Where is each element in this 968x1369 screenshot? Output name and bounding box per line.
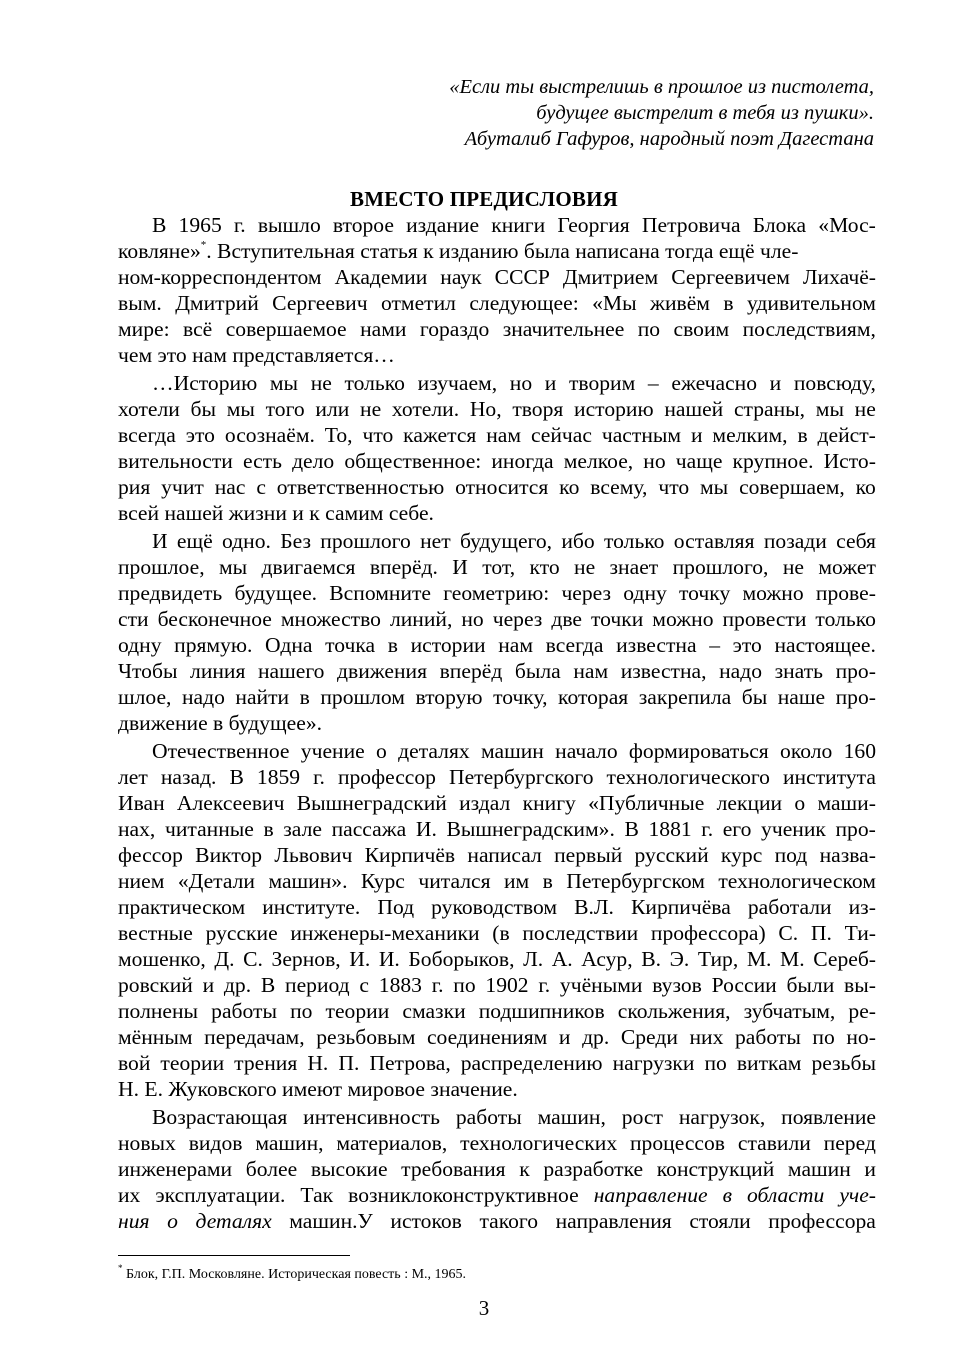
text-line: новых видов машин, материалов, технологических процессов ставили перед [118, 1131, 876, 1155]
text-line: чем это нам представляется… [118, 343, 395, 367]
text-line: фессор Виктор Львович Кирпичёв написал первый русский курс под назва- [118, 843, 876, 867]
epigraph-line: «Если ты выстрелишь в прошлое из пистолета, [449, 76, 874, 98]
text-line: предвидеть будущее. Вспомните геометрию: через одну точку можно прове- [118, 581, 876, 605]
text-line: прошлое, мы двигаемся вперёд. И тот, кто не знает прошлого, не может [118, 555, 876, 579]
text-line: мире: всё совершаемое нами гораздо значительнее по своим последствиям, [118, 317, 876, 341]
text-line: вестные русские инженеры-механики (в последствии профессора) С. П. Ти- [118, 921, 876, 945]
text-line: нах, читанные в зале пассажа И. Вышнеградским». В 1881 г. его ученик про- [118, 817, 876, 841]
text-line: всей нашей жизни и к самим себе. [118, 501, 434, 525]
text-line: вым. Дмитрий Сергеевич отметил следующее: «Мы живём в удивительном [118, 291, 876, 315]
epigraph-line: будущее выстрелит в тебя из пушки». [536, 102, 874, 124]
text-line: движение в будущее». [118, 711, 323, 735]
text-line: практическом институте. Под руководством В.Л. Кирпичёва работали из- [118, 895, 876, 919]
section-title: ВМЕСТО ПРЕДИСЛОВИЯ [350, 187, 618, 211]
footnote [118, 1263, 467, 1284]
main-text [118, 212, 876, 1234]
footnote-marker: * [200, 238, 207, 251]
text-line: мённым передачам, резьбовым соединениям и др. Среди них работы по но- [118, 1025, 876, 1049]
text-line: мошенко, Д. С. Зернов, И. И. Боборыков, Л. А. Асур, В. Э. Тир, М. М. Сереб- [118, 947, 876, 971]
text-line: всегда это осознаём. То, что кажется нам сейчас частным и мелким, в дейст- [118, 423, 876, 447]
text-line: хотели бы мы того или не хотели. Но, творя историю нашей страны, мы не [118, 397, 876, 421]
text-line: рия учит нас с ответственностью относится ко всему, что мы совершаем, ко [118, 475, 876, 499]
text-line: И ещё одно. Без прошлого нет будущего, ибо только оставляя позади себя [152, 529, 876, 553]
epigraph-author: Абуталиб Гафуров, народный поэт Дагестана [464, 128, 874, 150]
footnote-text: Блок, Г.П. Московляне. Историческая повесть : М., 1965. [126, 1267, 467, 1282]
text-line: ном-корреспондентом Академии наук СССР Дмитрием Сергеевичем Лихачё- [118, 265, 876, 289]
text-line: Отечественное учение о деталях машин начало формироваться около 160 [152, 739, 876, 763]
text-line: шлое, надо найти в прошлом вторую точку, которая закрепила бы наше про- [118, 685, 876, 709]
text-line: вительности есть дело общественное: иногда мелкое, но чаще крупное. Исто- [118, 449, 876, 473]
text-line: вой теории трения Н. П. Петрова, распределению нагрузки по виткам резьбы [118, 1051, 876, 1075]
text-line: ровский и др. В период с 1883 г. по 1902 г. учёными вузов России были вы- [118, 973, 876, 997]
epigraph [274, 74, 874, 152]
text-line: Н. Е. Жуковского имеют мировое значение. [118, 1077, 518, 1101]
text-line: инженерами более высокие требования к разработке конструкций машин и [118, 1157, 876, 1181]
text-line: ния о деталях машин.У истоков такого направления стояли профессора [118, 1209, 876, 1233]
text-line: В 1965 г. вышло второе издание книги Георгия Петровича Блока «Мос- [152, 213, 876, 237]
text-line: нием «Детали машин». Курс читался им в Петербургском технологическом [118, 869, 876, 893]
text-line: Чтобы линия нашего движения вперёд была нам известна, надо знать про- [118, 659, 876, 683]
text-line: их эксплуатации. Так возниклоконструктивное направление в области уче- [118, 1183, 876, 1207]
text-line: одну прямую. Одна точка в истории нам всегда известна – это настоящее. [118, 633, 876, 657]
footnote-divider [118, 1255, 350, 1256]
text-line: полнены работы по теории смазки подшипников скольжения, зубчатым, ре- [118, 999, 876, 1023]
text-line: Иван Алексеевич Вышнеградский издал книгу «Публичные лекции о маши- [118, 791, 876, 815]
text-line: ковляне»*. Вступительная статья к изданию была написана тогда ещё чле- [118, 238, 799, 263]
footnote-marker: * [118, 1263, 123, 1274]
text-line: лет назад. В 1859 г. профессор Петербургского технологического института [118, 765, 876, 789]
text-line: …Историю мы не только изучаем, но и творим – ежечасно и повсюду, [152, 371, 876, 395]
text-line: сти бесконечное множество линий, но через две точки можно провести только [118, 607, 876, 631]
page-number: 3 [478, 1296, 490, 1320]
text-line: Возрастающая интенсивность работы машин, рост нагрузок, появление [152, 1105, 876, 1129]
